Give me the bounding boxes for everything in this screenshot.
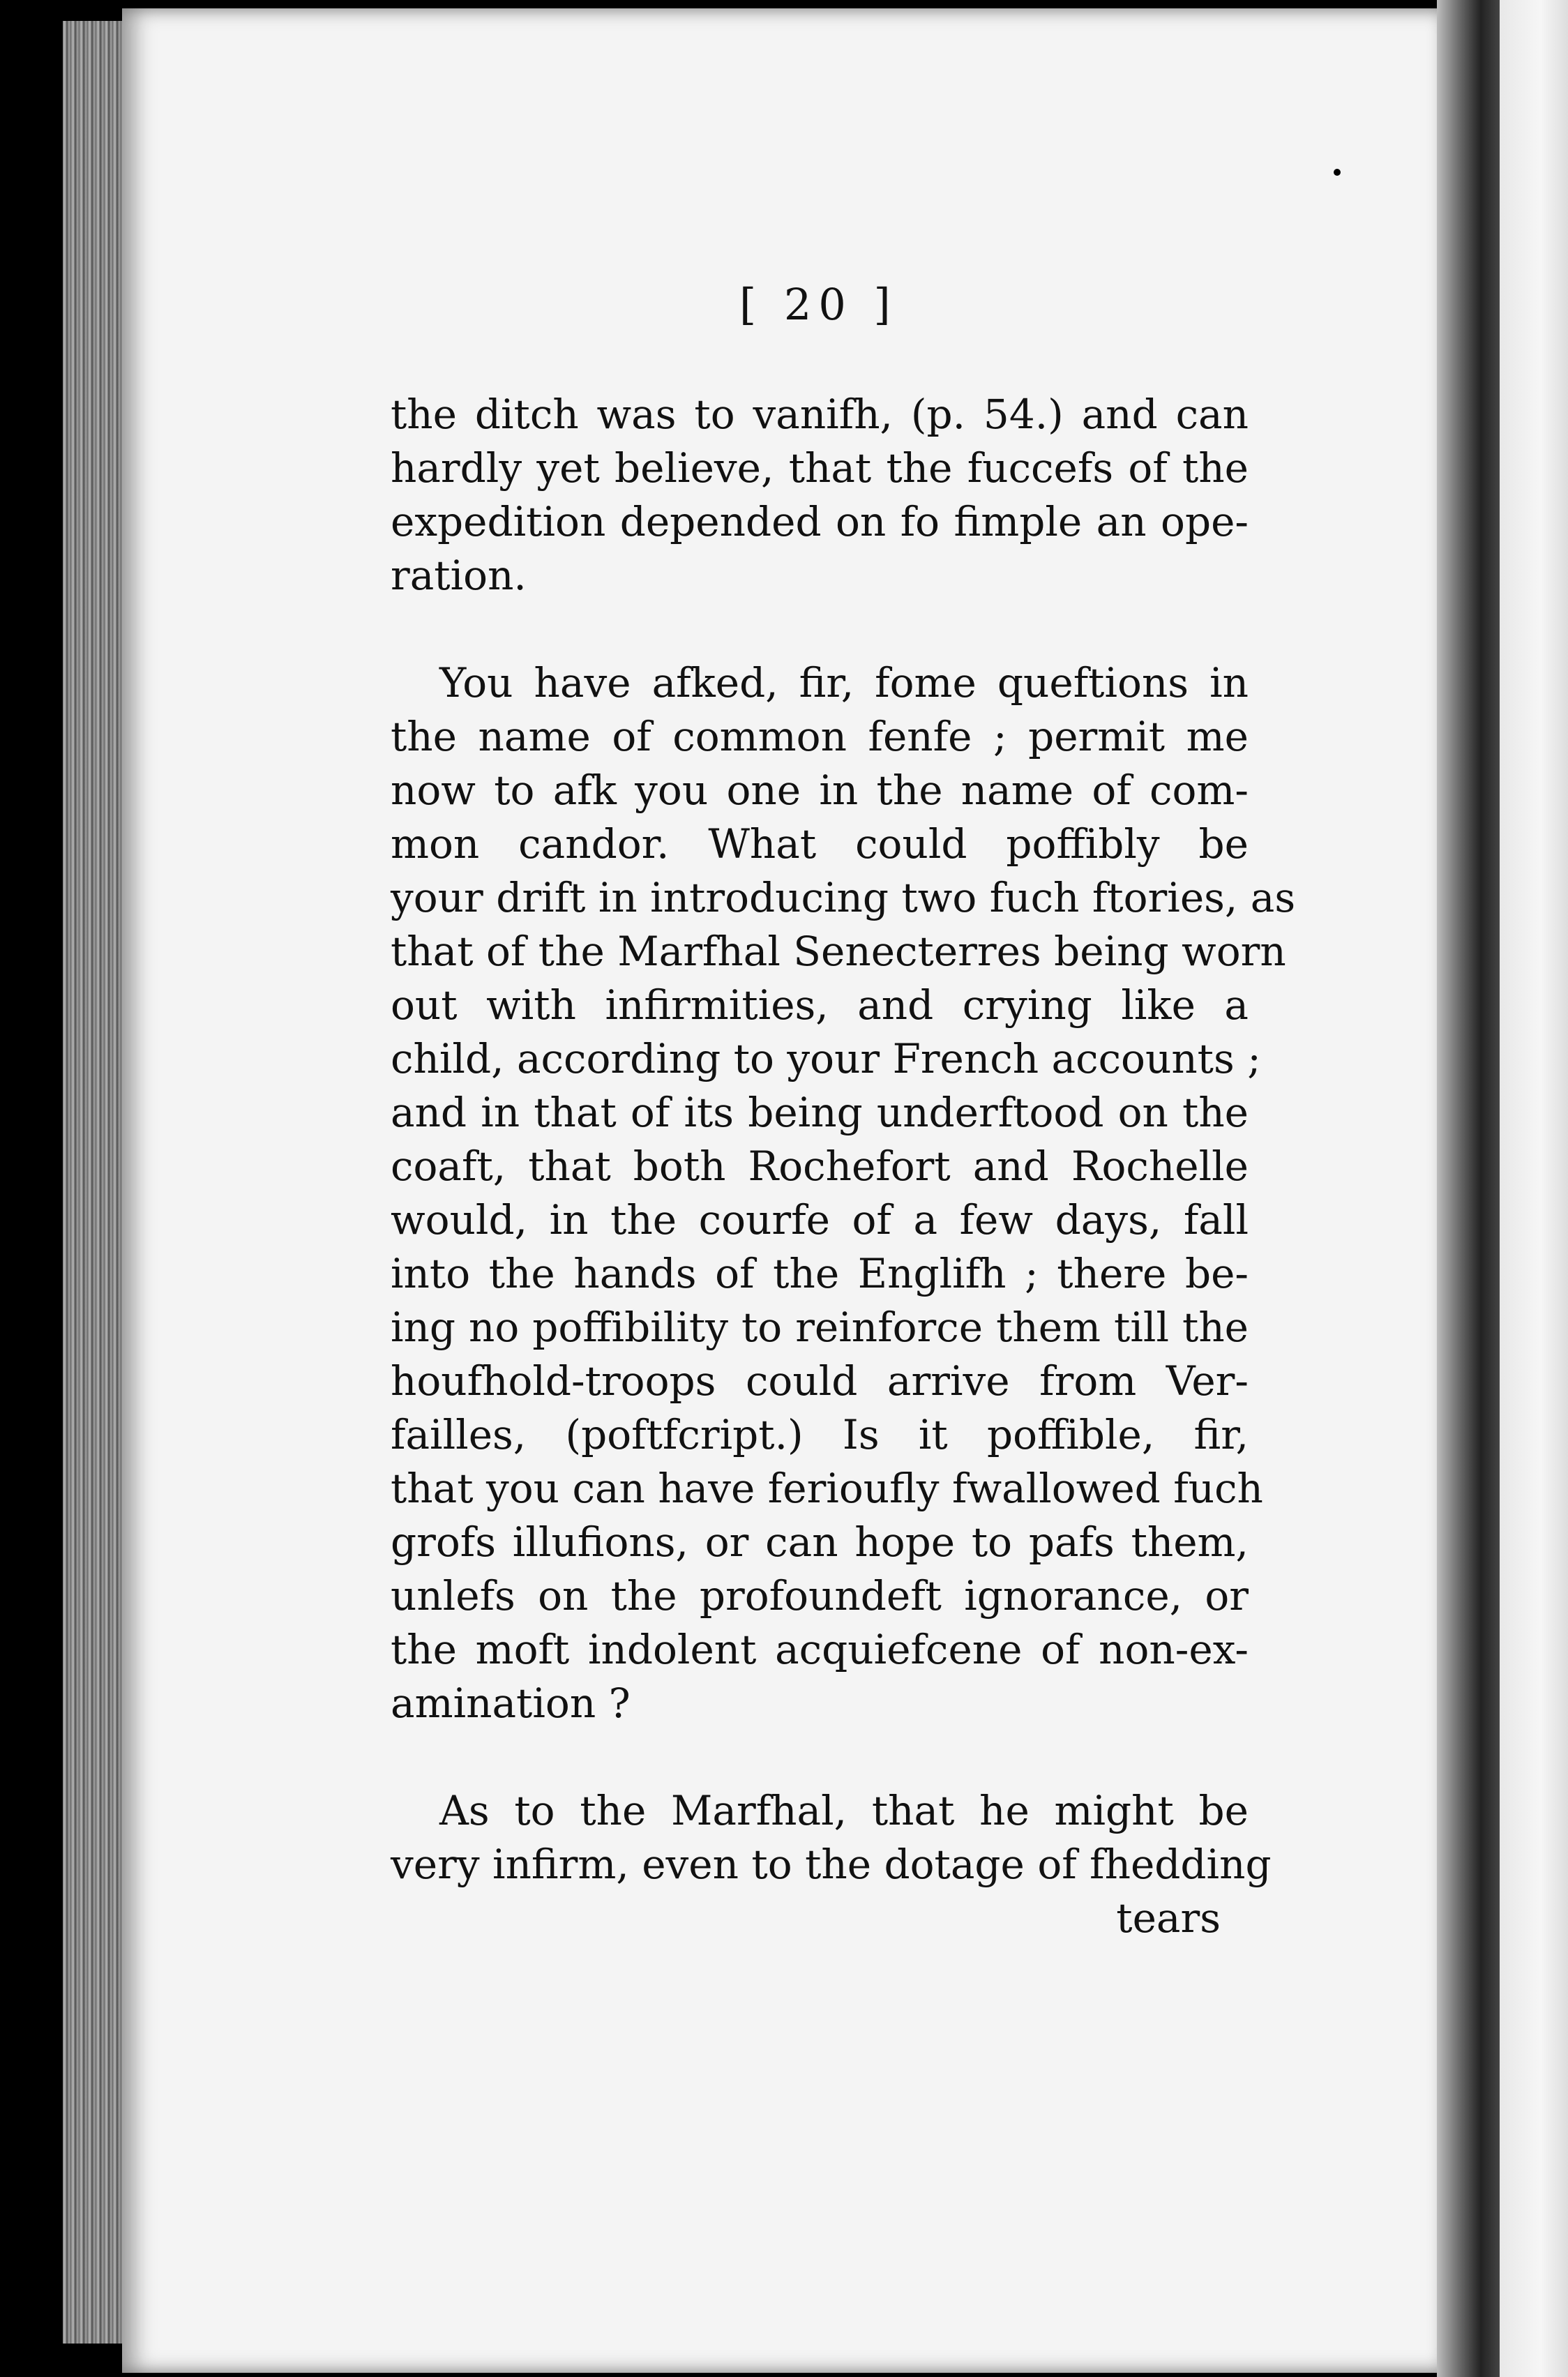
text-line: unlefs on the profoundeft ignorance, or xyxy=(391,1572,1249,1620)
ink-speck xyxy=(1334,169,1341,176)
facing-page-edge xyxy=(1500,0,1568,2377)
text-line: very infirm, even to the dotage of fhedding xyxy=(391,1841,1272,1888)
text-line: You have afked, fir, fome queftions in xyxy=(439,659,1249,707)
text-line: ration. xyxy=(391,552,527,599)
text-line: into the hands of the Englifh ; there be- xyxy=(391,1250,1249,1297)
page-number: [ 20 ] xyxy=(739,279,898,330)
text-line: grofs illufions, or can hope to pafs them, xyxy=(391,1518,1249,1566)
body-text xyxy=(391,388,1296,1945)
text-line: ing no poffibility to reinforce them till the xyxy=(391,1304,1249,1351)
binding-gutter xyxy=(1437,0,1500,2377)
text-line: houfhold-troops could arrive from Ver- xyxy=(391,1357,1249,1405)
paragraph-1 xyxy=(391,388,1249,603)
text-line: would, in the courfe of a few days, fall xyxy=(391,1196,1249,1244)
text-line: child, according to your French accounts ; xyxy=(391,1035,1261,1082)
catchword: tears xyxy=(1116,1894,1221,1942)
text-line: mon candor. What could poffibly be xyxy=(391,820,1249,868)
text-line: that you can have ferioufly fwallowed fuch xyxy=(391,1465,1263,1512)
text-line: out with infirmities, and crying like a xyxy=(391,981,1249,1029)
paragraph-3 xyxy=(391,1784,1272,1892)
text-line: hardly yet believe, that the fuccefs of the xyxy=(391,444,1249,492)
text-line: your drift in introducing two fuch ftories, as xyxy=(391,874,1296,921)
text-line: now to afk you one in the name of com- xyxy=(391,767,1249,814)
paragraph-2 xyxy=(391,656,1296,1730)
ink-speck xyxy=(40,363,50,372)
text-line: the ditch was to vanifh, (p. 54.) and can xyxy=(391,391,1249,438)
text-line: coaft, that both Rochefort and Rochelle xyxy=(391,1142,1249,1190)
text-line: failles, (poftfcript.) Is it poffible, fir, xyxy=(391,1411,1249,1458)
text-line: the moft indolent acquiefcene of non-ex- xyxy=(391,1626,1249,1673)
text-line: amination ? xyxy=(391,1680,631,1727)
text-line: expedition depended on fo fimple an ope- xyxy=(391,498,1249,545)
text-line: and in that of its being underftood on the xyxy=(391,1089,1249,1136)
text-line: the name of common fenfe ; permit me xyxy=(391,713,1249,760)
text-line: that of the Marfhal Senecterres being worn xyxy=(391,928,1286,975)
text-line: As to the Marfhal, that he might be xyxy=(439,1787,1249,1834)
